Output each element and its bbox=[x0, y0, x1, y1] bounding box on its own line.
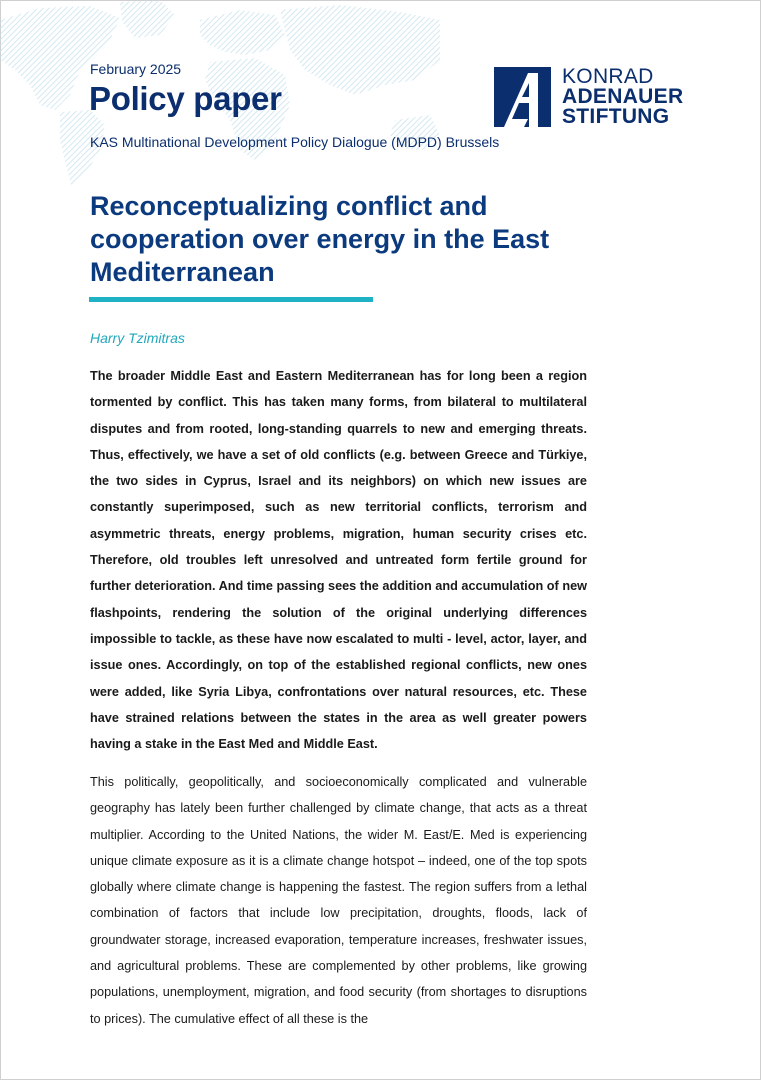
map-asia bbox=[280, 5, 440, 95]
logo-line-adenauer: ADENAUER bbox=[562, 85, 684, 108]
article-title: Reconceptualizing conflict and cooperation over energy in the East Mediterranean bbox=[90, 191, 550, 287]
author-name: Harry Tzimitras bbox=[90, 330, 185, 346]
document-type-heading: Policy paper bbox=[89, 80, 282, 117]
map-europe bbox=[200, 10, 285, 55]
title-underline-divider bbox=[89, 297, 373, 302]
series-subtitle: KAS Multinational Development Policy Dialogue (MDPD) Brussels bbox=[90, 134, 500, 150]
kas-logo-wordmark bbox=[562, 67, 683, 127]
kas-logo-mark-icon bbox=[494, 67, 551, 127]
lead-paragraph: The broader Middle East and Eastern Mediterranean has for long been a region tormented by conflict. This has taken many forms, from bilateral to multilateral disputes and from rooted, long-standing quarrels to new and emerging threats. Thus, effectively, we have a set of old conflicts (e.g. between Greece and Türkiye, the two sides in Cyprus, Israel and its neighbors) on which new issues are constantly superimposed, such as new territorial conflicts, terrorism and asymmetric threats, energy problems, migration, human security crises etc. Therefore, old troubles left unresolved and untreated form fertile ground for further deterioration. And time passing sees the addition and accumulation of new flashpoints, rendering the solution of the original underlying differences impossible to tackle, as these have now escalated to multi - level, actor, layer, and issue ones. Accordingly, on top of the established regional conflicts, new ones were added, like Syria Libya, confrontations over natural resources, etc. These have strained relations between the states in the area as well greater powers having a stake in the East Med and Middle East. bbox=[90, 369, 587, 752]
body-paragraph: This politically, geopolitically, and socioeconomically complicated and vulnerable geography has lately been further challenged by climate change, that acts as a threat multiplier. According to the United Nations, the wider M. East/E. Med is experiencing unique climate exposure as it is a climate change hotspot – indeed, one of the top spots globally where climate change is happening the fastest. The region suffers from a lethal combination of factors that include low precipitation, droughts, floods, lack of groundwater storage, increased evaporation, temperature increases, freshwater issues, and agricultural problems. These are complemented by other problems, like growing populations, unemployment, migration, and food security (from shortages to disruptions to prices). The cumulative effect of all these is the bbox=[90, 775, 587, 1026]
publication-date: February 2025 bbox=[90, 61, 182, 77]
logo-line-konrad: KONRAD bbox=[562, 65, 654, 88]
kas-logo bbox=[494, 67, 694, 129]
logo-line-stiftung: STIFTUNG bbox=[562, 105, 670, 128]
map-greenland bbox=[120, 0, 175, 38]
